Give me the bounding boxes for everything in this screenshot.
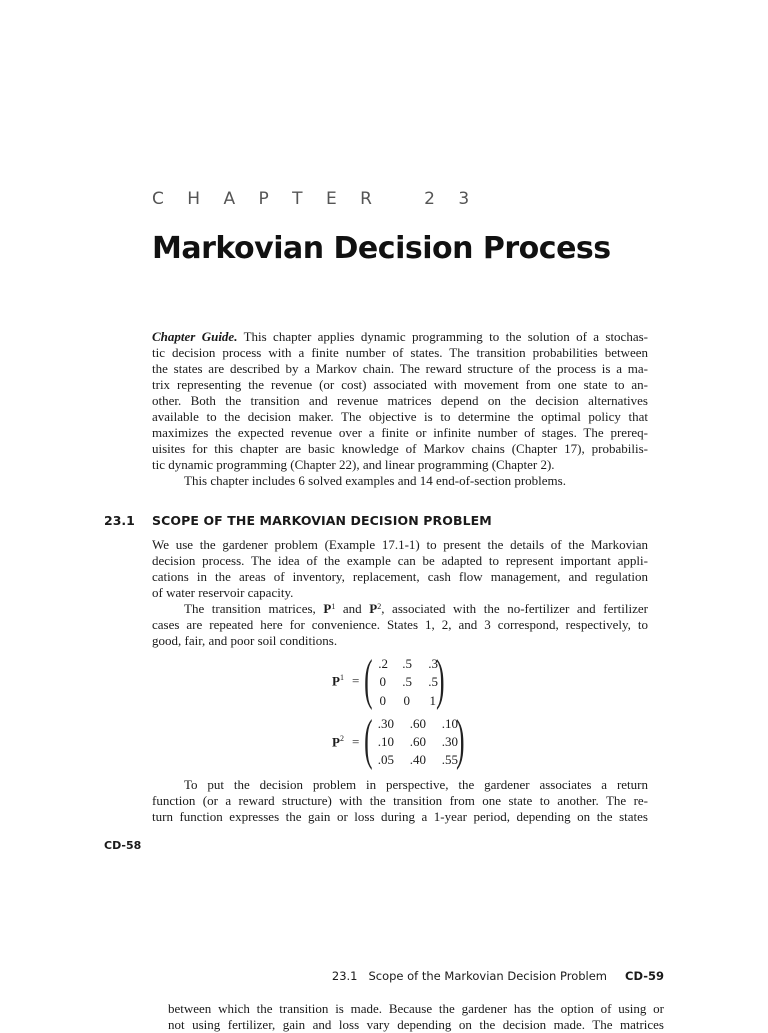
matrix-p1-cell: .5 <box>428 674 438 689</box>
guide-line-1-text: This chapter applies dynamic programming to the solution of a stochas- <box>237 329 648 344</box>
para1-line-5 <box>152 601 648 617</box>
guide-closing: This chapter includes 6 solved examples and 14 end-of-section problems. <box>184 473 566 488</box>
matrix-p2-cell: .30 <box>441 734 458 749</box>
matrix-p1-label: $P^1$ <box>332 673 344 689</box>
para2-line-2: function (or a reward structure) with the transition from one state to another. The re- <box>152 793 648 808</box>
chapter-label: C H A P T E R 2 3 <box>152 189 479 209</box>
matrix-p2-cell: .10 <box>377 734 394 749</box>
section-title: SCOPE OF THE MARKOVIAN DECISION PROBLEM <box>152 513 492 528</box>
next-page-line-1: between which the transition is made. Because the gardener has the option of using or <box>168 1001 664 1016</box>
para1-line-3: cations in the areas of inventory, replacement, cash flow management, and regulation <box>152 569 648 584</box>
para2-line-1: To put the decision problem in perspective, the gardener associates a return <box>184 777 648 792</box>
next-page-paragraph <box>168 1001 664 1033</box>
matrix-p1-cell: 0 <box>403 693 410 708</box>
matrix-p1-equals: = <box>352 673 360 688</box>
para1-text-b: and <box>335 601 370 616</box>
running-head-text: 23.1 Scope of the Markovian Decision Problem <box>331 969 608 983</box>
matrix-p1-cell: .5 <box>402 674 412 689</box>
next-page-line-2: not using fertilizer, gain and loss vary depending on the decision made. The matrices <box>168 1017 664 1032</box>
matrix-p1-cell: .3 <box>428 656 438 671</box>
guide-lead: Chapter Guide. <box>152 329 238 344</box>
matrix-p1-cell: 1 <box>429 693 436 708</box>
chapter-guide <box>152 329 648 489</box>
matrix-p2-cell: .60 <box>409 716 426 731</box>
para1-text-a: The transition matrices, <box>184 601 324 616</box>
body-paragraph-1 <box>152 537 648 649</box>
body-paragraph-2 <box>152 777 648 825</box>
matrix-p2-cell: .30 <box>377 716 394 731</box>
guide-line-6: available to the decision maker. The objective is to determine the optimal policy that <box>152 409 648 424</box>
matrix-p2-cell: .40 <box>409 752 426 767</box>
para1-text-c: , associated with the no-fertilizer and fertilizer <box>381 601 648 616</box>
matrix-p2-cell: .55 <box>441 752 458 767</box>
para2-line-3: turn function expresses the gain or loss during a 1-year period, depending on the states <box>152 809 648 824</box>
guide-line-5: other. Both the transition and revenue matrices depend on the decision alternatives <box>152 393 648 408</box>
guide-line-1 <box>152 329 648 345</box>
running-head <box>332 969 664 983</box>
matrix-p1-cell: 0 <box>379 693 386 708</box>
matrix-p2-cell: .05 <box>377 752 394 767</box>
matrix-p2-equals: = <box>352 734 360 749</box>
para1-line-6: cases are repeated here for convenience. States 1, 2, and 3 correspond, respectively, to <box>152 617 648 632</box>
para1-line-1: We use the gardener problem (Example 17.1-1) to present the details of the Markovian <box>152 537 648 552</box>
matrix-p1-cell: 0 <box>379 674 386 689</box>
matrix-p2-left-paren: ( <box>364 709 373 771</box>
guide-line-2: tic decision process with a finite number of states. The transition probabilities between <box>152 345 648 360</box>
guide-line-8: uisites for this chapter are basic knowledge of Markov chains (Chapter 17), probabilis- <box>152 441 648 456</box>
inline-p1-sup: 1 <box>331 602 336 611</box>
section-number: 23.1 <box>104 513 135 528</box>
matrix-p1-left-paren: ( <box>364 649 373 711</box>
matrix-p1-cell: .2 <box>378 656 388 671</box>
matrix-p1-cell: .5 <box>402 656 412 671</box>
matrix-p2-cell: .10 <box>441 716 458 731</box>
para1-line-2: decision process. The idea of the example can be adapted to represent important appli- <box>152 553 648 568</box>
matrix-p2-right-paren: ) <box>456 709 465 771</box>
inline-p1-symbol: P <box>323 601 332 616</box>
page-number-left: CD-58 <box>104 839 142 852</box>
guide-line-3: the states are described by a Markov chain. The reward structure of the process is a ma- <box>152 361 648 376</box>
para1-line-7: good, fair, and poor soil conditions. <box>152 633 338 648</box>
matrix-p2-label: $P^2$ <box>332 734 344 750</box>
para1-line-4: of water reservoir capacity. <box>152 585 294 600</box>
guide-line-4: trix representing the revenue (or cost) associated with movement from one state to an- <box>152 377 648 392</box>
guide-line-9: tic dynamic programming (Chapter 22), and linear programming (Chapter 2). <box>152 457 555 472</box>
inline-p2-symbol: P <box>369 601 378 616</box>
matrix-p2-cell: .60 <box>409 734 426 749</box>
inline-p2-sup: 2 <box>377 602 382 611</box>
page-number-right: CD-59 <box>625 969 664 983</box>
matrix-p1-right-paren: ) <box>436 649 445 711</box>
guide-line-7: maximizes the expected revenue over a finite or infinite number of stages. The prereq- <box>152 425 648 440</box>
chapter-title: Markovian Decision Process <box>152 231 611 266</box>
